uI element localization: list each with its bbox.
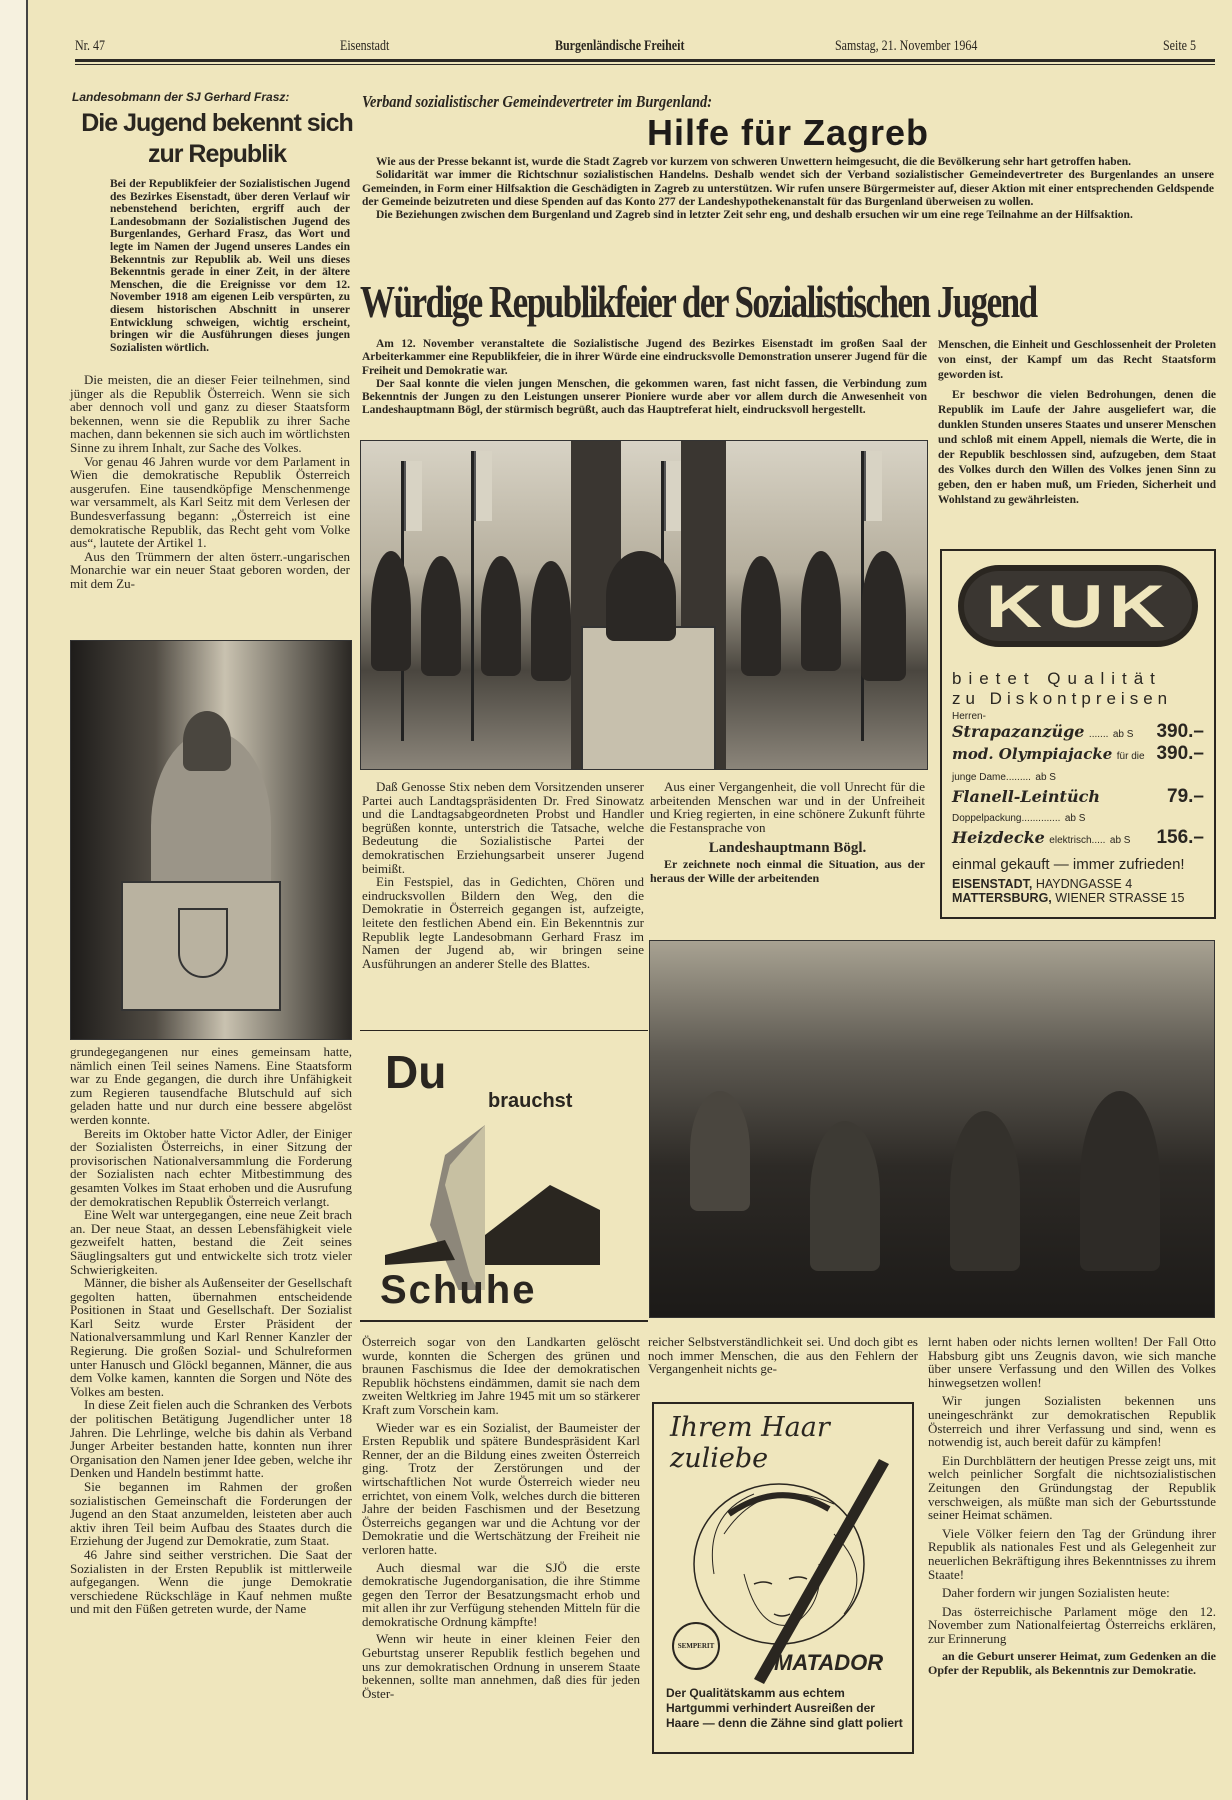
item-price: 156.– [1156, 827, 1204, 848]
youth-figure [481, 556, 521, 676]
paragraph: Daher fordern wir jungen Sozialisten heute: [942, 1585, 1170, 1601]
kuk-street2: WIENER STRASSE 15 [1055, 891, 1185, 905]
kuk-logo: KUK [958, 565, 1198, 647]
item-ab: ab S [1035, 772, 1056, 783]
audience-photo [649, 940, 1215, 1318]
youth-figure [531, 561, 571, 681]
paragraph: Ein Festspiel, das in Gedichten, Chören und eindrucksvollen Bildern den Weg, den die Demokratie in Österreich gegangen ist, aufzeigte, leitete den festlichen Abend ein. Ein Bekenntnis zur Republik legte Landesobmann Gerhard Frasz im Namen der Jugend ab, wir bringen seine Ausführungen an anderer Stelle des Blattes. [362, 874, 644, 971]
item-price: 390.– [1156, 721, 1204, 742]
item-dots: ....... [1088, 729, 1109, 740]
left-body-bottom [70, 1045, 352, 1616]
paragraph: Solidarität war immer die Richtschnur sozialistischen Handelns. Deshalb wendet sich der Verband sozialistischer Gemeindevertreter des Burgenlandes an unsere Gemeinden, in Form einer Hilfsaktion die Geschädigten in Zagreb zu unterstützen. Wir rufen unsere Bürgermeister auf, dieser Aktion mit einer entsprechenden Geldspende der Gemeinde beizutreten und diese Spenden auf das Konto 277 der Landeshypothekenanstalt für das Burgenland überweisen zu wollen. [362, 169, 1214, 208]
main-intro [362, 338, 927, 418]
main-headline: Würdige Republikfeier der Sozialistischen Jugend [360, 277, 1037, 327]
item-note: für die junge Dame [952, 751, 1145, 783]
youth-figure [421, 556, 461, 676]
paragraph: Bereits im Oktober hatte Victor Adler, der Einiger der Sozialisten Österreichs, in einer Sitzung der provisorischen Nationalversammlung die Forderung der Sozialisten nach echter Mitbestimmung des gesamten Volkes im Staat erhoben und die Ausrufung der demokratischen Republik Österreich verlangt. [70, 1125, 352, 1209]
paragraph: reicher Selbstverständlichkeit sei. Und doch gibt es noch immer Menschen, die aus den Fehlern der Vergangenheit nichts ge- [648, 1334, 918, 1377]
zagreb-body [362, 156, 1214, 222]
youth-figure [801, 551, 841, 671]
left-kicker: Landesobmann der SJ Gerhard Frasz: [72, 90, 290, 104]
item-price: 79.– [1167, 786, 1204, 807]
shoes-du: Du [385, 1046, 447, 1098]
shoes-schuhe: Schuhe [380, 1268, 537, 1312]
paragraph: Viele Völker feiern den Tag der Gründung ihrer Republik als nationales Fest und als Gelegenheit zur neuerlichen Bekräftigung ihres Bekenntnisses zu ihrem Staate! [928, 1525, 1216, 1582]
paragraph: Aus einer Vergangenheit, die voll Unrecht für die arbeitenden Menschen war und in der Unfreiheit und Krieg regierten, in eine schönere Zukunft führte die Festansprache von [650, 779, 925, 835]
kuk-advertisement [940, 549, 1216, 919]
zagreb-kicker: Verband sozialistischer Gemeindevertreter im Burgenland: [362, 92, 713, 111]
item-name: Heizdecke [952, 828, 1045, 847]
audience-figure [1080, 1091, 1160, 1271]
youth-figure [371, 551, 411, 671]
paragraph: 46 Jahre sind seither verstrichen. Die Saat der Sozialisten in der Ersten Republik ist mittlerweile aufgegangen. Wenn die junge Demokratie verschiedene Rückschläge in Kauf nehmen mußte und mit den Füßen getreten wurde, der Name [70, 1546, 352, 1617]
kuk-line1: bietet Qualität [952, 669, 1162, 688]
paragraph: Er beschwor die vielen Bedrohungen, denen die Republik im Laufe der Jahre ausgeliefert war, die dunklen Stunden unseres Staates und unserer Menschen und schloß mit einem Appell, niemals die Werte, die in der Republik beschlossen sind, aufzugeben, dem Staat des Volkes durch den Willen des Volkes jenen Sinn zu geben, den er haben muß, um Frieden, Sicherheit und Wohlstand zu gewährleisten. [938, 389, 1216, 506]
shoe-leg-icon [385, 1125, 615, 1290]
header-place: Eisenstadt [340, 38, 390, 54]
item-price: 390.– [1156, 743, 1204, 764]
paragraph: Wieder war es ein Sozialist, der Baumeister der Ersten Republik und spätere Bundespräsident Karl Renner, der an die Bildung eines zweiten Österreich ging. Trotz der Zerstörungen und der wirtschaftlichen Not wurde Österreich wieder neu errichtet, von einem Volk, welches durch die bitteren Jahre der beiden Faschismen und der Besetzung Österreichs gegangen war und die Achtung vor der Demokratie und die Wertschätzung der Freiheit nie verloren hatte. [362, 1419, 640, 1557]
left-intro: Bei der Republikfeier der Sozialistischen Jugend des Bezirkes Eisenstadt, über deren Verlauf wir nebenstehend berichten, ergriff auch der Landesobmann der Sozialistischen Jugend des Burgenlandes, Gerhard Frasz, das Wort und legte im Namen der Jugend unseres Landes ein Bekenntnis zur Republik ab. Weil uns dieses Bekenntnis gerade in einer Zeit, in der ältere Menschen, die die Ereignisse vor dem 12. November 1918 am eigenen Leib verspürten, zu diesem historischen Abschnitt in unserer Entwicklung schweigen, wichtig erscheint, bringen wir die Ausführungen dieses jungen Sozialisten wörtlich. [110, 178, 350, 354]
item-name: Strapazanzüge [952, 722, 1085, 741]
page-number: Seite 5 [1163, 38, 1196, 54]
item-dots: ..... [1091, 835, 1106, 846]
kuk-price-item [952, 828, 1204, 850]
shoes-brauchst: brauchst [488, 1090, 573, 1112]
lectern [121, 881, 281, 1011]
left-article-cont-col2 [362, 1335, 640, 1700]
kuk-price-list [952, 722, 1204, 850]
item-ab: ab S [1064, 813, 1086, 824]
semperit-logo: SEMPERIT [672, 1622, 720, 1670]
main-right-col [938, 338, 1216, 508]
item-ab: ab S [1109, 835, 1131, 846]
matador-script: Ihrem Haar zuliebe [670, 1412, 830, 1474]
header-rule [75, 59, 1215, 62]
item-name: mod. Olympiajacke [952, 745, 1113, 763]
paragraph: Österreich sogar von den Landkarten gelöscht wurde, konnten die Schergen des grünen und braunen Faschismus die Idee der demokratischen Republik höchstens eindämmen, damit sie nach dem zweiten Weltkrieg im Jahre 1945 mit um so stärkerer Kraft zum Vorschein kam. [362, 1334, 640, 1417]
paragraph: Er zeichnete noch einmal die Situation, aus der heraus der Wille der arbeitenden [650, 856, 925, 885]
left-headline: Die Jugend bekennt sich zur Republik [81, 109, 353, 168]
main-col-b [650, 780, 925, 885]
lectern [581, 626, 716, 770]
kuk-line2: zu Diskontpreisen [952, 689, 1173, 708]
flag-pole [471, 451, 474, 741]
newspaper-name: Burgenländische Freiheit [555, 38, 685, 54]
closing-statement: an die Geburt unserer Heimat, zum Gedenken an die Opfer der Republik, als Bekenntnis zur Demokratie. [928, 1649, 1216, 1678]
item-note: Doppelpackung [952, 813, 1022, 824]
paragraph: Wenn wir heute in einer kleinen Feier den Geburtstag unserer Republik festlich begehen und uns zur demokratischen Ordnung in unserem Staate bekennen, sollte man annehmen, daß dies für jeden Öster- [362, 1631, 640, 1701]
kuk-city2: MATTERSBURG, [952, 891, 1052, 905]
item-dots: .............. [1021, 813, 1061, 824]
issue-number: Nr. 47 [75, 38, 105, 54]
kuk-price-item [952, 787, 1204, 828]
paragraph: Wie aus der Presse bekannt ist, wurde die Stadt Zagreb vor kurzem von schweren Unwettern heimgesucht, die die Bevölkerung sehr hart getroffen haben. [376, 156, 1132, 168]
matador-advertisement [652, 1402, 914, 1754]
paragraph: grundegegangenen nur eines gemeinsam hatte, nämlich einen Teil seines Namens. Eine Staatsform war zu Ende gegangen, die durch ihre Unfähigkeit zum Regieren tausendfache Blutschuld auf sich geladen hatte und nur durch eine bessere abgelöst werden konnte. [70, 1044, 352, 1127]
paragraph: Vor genau 46 Jahren wurde vor dem Parlament in Wien die demokratische Republik Österreich ausgerufen. Eine tausendköpfige Menschenmenge war versammelt, als Karl Seitz mit dem Verlesen der Bundesverfassung begann: „Österreich ist eine demokratische Republik, das Recht geht vom Volke aus“, lautete der Artikel 1. [70, 453, 350, 551]
paragraph: lernt haben oder nichts lernen wollten! Der Fall Otto Habsburg gibt uns Zeugnis davon, wie sich manche über unsere Verfassung und den Willen des Volkes hinwegsetzen wollen! [928, 1334, 1216, 1390]
audience-figure [950, 1111, 1020, 1271]
paragraph: Männer, die bisher als Außenseiter der Gesellschaft gegolten hatten, übernahmen entscheidende Positionen in Staat und Gesellschaft. Der Sozialist Karl Seitz wurde Erster Präsident der Nationalversammlung und Karl Renner Kanzler der Regierung. Die großen Sozial- und Schulreformen unter Hanusch und Glöckl begannen, Männer, die aus dem Volke kamen, kannten die Sorgen und Nöte des Volkes am besten. [70, 1275, 352, 1399]
item-ab: ab S [1112, 729, 1134, 740]
paragraph: Das österreichische Parlament möge den 12. November zum Nationalfeiertag Österreichs erklären, zur Erinnerung [928, 1603, 1216, 1646]
item-dots: ......... [1005, 772, 1031, 783]
item-note: elektrisch [1049, 835, 1092, 846]
paragraph: Wir jungen Sozialisten bekennen uns uneingeschränkt zur demokratischen Republik Österreich und ihrer Verfassung und sind, wenn es notwendig ist, auch bereit dafür zu kämpfen! [928, 1393, 1216, 1450]
item-name: Flanell-Leintüch [952, 787, 1100, 806]
paragraph: Die meisten, die an dieser Feier teilnehmen, sind jünger als die Republik Österreich. Wenn sie sich aber dennoch voll und ganz zu dieser Staatsform bekennen, wenn sie die Republik zu ihrer Sache machen, dann bekennen sie sich auch im wörtlichsten Sinne zu ihrem Inhalt, zur Sache des Volkes. [70, 372, 350, 455]
audience-figure [810, 1121, 880, 1271]
matador-tagline: Der Qualitätskamm aus echtem Hartgummi verhindert Ausreißen der Haare — denn die Zähne sind glatt poliert [666, 1686, 903, 1730]
paragraph: Die Beziehungen zwischen dem Burgenland und Zagreb sind in letzter Zeit sehr eng, und deshalb ersuchen wir um eine rege Teilnahme an der Hilfsaktion. [376, 209, 1133, 222]
page-header [75, 38, 1215, 60]
paragraph: Daß Genosse Stix neben dem Vorsitzenden unserer Partei auch Landtagspräsidenten Dr. Fred Sinowatz und die Landtagsabgeordneten Probst und Handler begrüßen konnte, unterstrich die Tatsache, welche Bedeutung die Sozialistische Partei der demokratischen Erziehungsarbeit unserer Jugend beimißt. [362, 779, 644, 876]
scan-edge [0, 0, 28, 1800]
zagreb-headline: Hilfe für Zagreb [646, 112, 930, 153]
paragraph: Der Saal konnte die vielen jungen Menschen, die gekommen waren, fast nicht fassen, die Verbindung zum Bekenntnis der Jungen zu den Leistungen unserer Pioniere wurde aber vor allem durch die Anwesenheit von Landeshauptmann Bögl, der stürmisch begrüßt, auch das Hauptreferat hielt, eindrucksvoll hergestellt. [362, 377, 927, 417]
shoes-advertisement [360, 1030, 648, 1322]
kuk-price-item [952, 744, 1204, 787]
kuk-price-item [952, 722, 1204, 744]
kuk-city1: EISENSTADT, [952, 877, 1033, 891]
paragraph: Ein Durchblättern der heutigen Presse zeigt uns, mit welch peinlicher Sorgfalt die nichtsozialistischen Zeitungen den Gründungstag der Republik verschweigen, als müßte man sich der Geburtsstunde seiner Heimat schämen. [928, 1452, 1216, 1523]
paragraph: Am 12. November veranstaltete die Sozialistische Jugend des Bezirkes Eisenstadt im großen Saal der Arbeiterkammer eine Republikfeier, die in ihrer Würde eine eindrucksvolle Demonstration unserer Jugend für die Freiheit und Demokratie war. [362, 338, 927, 377]
youth-figure [861, 551, 906, 681]
paragraph: Sie begannen im Rahmen der großen sozialistischen Gemeinschaft die Forderungen der Jugend an den Staat anzumelden, leisteten aber auch aktiv ihren Teil beim Aufbau des Staates durch die Erziehung der Jugend zur Demokratie, zum Staat. [70, 1479, 352, 1549]
kuk-slogan: einmal gekauft — immer zufrieden! [952, 856, 1185, 873]
speaker-photo [70, 640, 352, 1040]
left-body-top [70, 373, 350, 591]
youth-figure [741, 556, 781, 676]
paragraph: Aus den Trümmern der alten österr.-ungarischen Monarchie war ein neuer Staat geboren worden, der mit dem Zu- [70, 548, 350, 591]
kuk-prefix: Herren- [952, 711, 986, 722]
header-date: Samstag, 21. November 1964 [835, 38, 978, 54]
main-col-a [362, 780, 644, 970]
coat-of-arms-icon [178, 908, 228, 978]
kuk-street1: HAYDNGASSE 4 [1035, 877, 1133, 891]
speaker-name: Landeshauptmann Bögl. [708, 840, 867, 857]
paragraph: In diese Zeit fielen auch die Schranken des Verbots der politischen Betätigung Jugendlicher unter 18 Jahren. Die Lehrlinge, welche bis dahin als Verband Junger Arbeiter bestanden hatte, konnten nun ihrer Organisation den Namen jener Idee geben, welche ihr Denken und Handeln bestimmt hatte. [70, 1397, 352, 1481]
paragraph: Auch diesmal war die SJÖ die erste demokratische Jugendorganisation, die ihre Stimme gegen den Terror der Besatzungsmacht erhob und mit allen ihr zur Verfügung stehenden Mitteln für die demokratische Ordnung kämpfte! [362, 1559, 640, 1629]
left-article-cont-col4 [928, 1335, 1216, 1678]
speaker-head [183, 711, 231, 771]
matador-brand: MATADOR [774, 1650, 884, 1675]
celebration-stage-photo [360, 440, 928, 770]
speaker-figure [606, 551, 676, 641]
paragraph: Menschen, die Einheit und Geschlossenheit der Proleten von einst, der Kampf um das Recht Staatsform geworden ist. [938, 339, 1216, 381]
audience-figure [690, 1091, 750, 1211]
header-rule-thin [75, 64, 1215, 65]
paragraph: Eine Welt war untergegangen, eine neue Zeit brach an. Der neue Staat, an dessen Lebensfähigkeit viele gezweifelt hatten, bestand die Zeit seines Säuglingsalters gut und entwickelte sich trotz vieler Schwierigkeiten. [70, 1207, 352, 1277]
left-article-cont-col3 [648, 1335, 918, 1376]
